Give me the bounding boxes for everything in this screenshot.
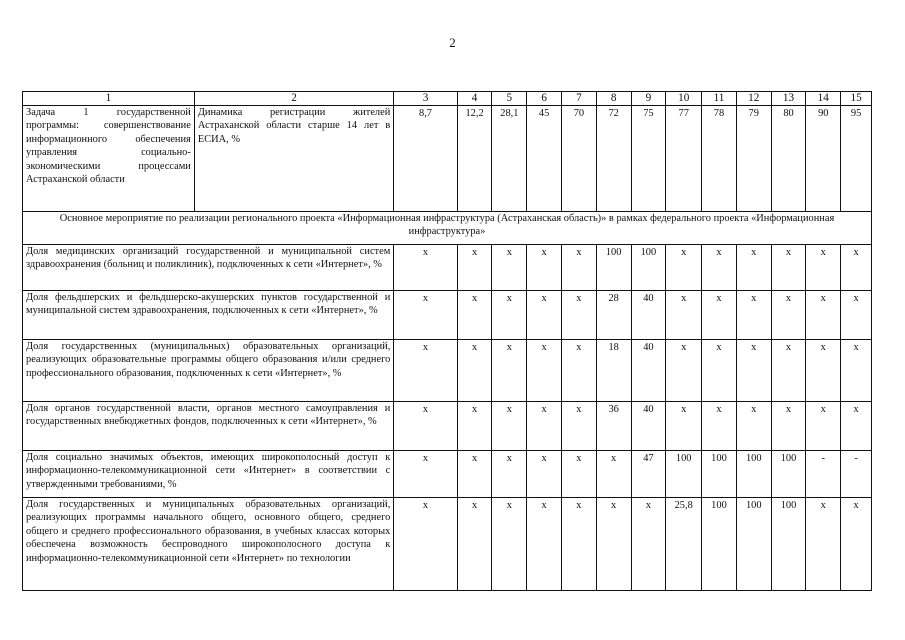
header-row <box>23 92 872 106</box>
value-text: 72 <box>608 108 619 119</box>
header-cell: 1 <box>23 92 195 106</box>
value-cell <box>666 106 702 212</box>
value-cell <box>666 451 702 498</box>
value-cell <box>492 291 527 340</box>
value-cell <box>702 451 737 498</box>
value-text: 75 <box>643 108 654 119</box>
value-text: x <box>820 293 826 304</box>
value-cell <box>492 451 527 498</box>
value-text: x <box>576 453 582 464</box>
value-cell <box>666 245 702 291</box>
value-cell <box>631 245 666 291</box>
value-cell <box>702 340 737 402</box>
value-text: x <box>422 500 429 511</box>
value-text: 100 <box>605 247 622 258</box>
value-text: x <box>645 500 652 511</box>
value-text: x <box>506 293 512 304</box>
value-cell <box>492 106 527 212</box>
indicator-row <box>23 498 872 591</box>
value-cell <box>527 402 562 451</box>
value-cell <box>736 106 771 212</box>
value-text: x <box>820 500 826 511</box>
value-text: 28 <box>608 293 619 304</box>
value-cell <box>666 340 702 402</box>
value-text: x <box>681 342 687 353</box>
value-cell <box>596 451 631 498</box>
value-text: 100 <box>640 247 657 258</box>
value-text: x <box>541 293 547 304</box>
header-cell: 8 <box>596 92 631 106</box>
value-text: x <box>751 247 757 258</box>
value-cell <box>666 498 702 591</box>
header-cell: 9 <box>631 92 666 106</box>
value-cell <box>631 402 666 451</box>
indicator-label: Доля социально значимых объектов, имеющих широкополосный доступ к информационно-телекоммуникационной сети «Интернет» в соответствии с утвержденными требованиями, % <box>23 451 394 498</box>
value-text: x <box>471 453 478 464</box>
value-cell <box>841 498 872 591</box>
header-cell: 11 <box>702 92 737 106</box>
value-cell <box>596 402 631 451</box>
indicator-label: Доля государственных и муниципальных образовательных организаций, реализующих программы начального общего, основного общего, среднего общего и среднего профессионального образования, в учебных классах которых обеспечена возможность беспроводного широкополосного доступа к информационно-телекоммуникационной сети «Интернет» по технологии <box>23 498 394 591</box>
value-text: x <box>576 500 582 511</box>
indicator-row <box>23 451 872 498</box>
value-text: 40 <box>643 293 654 304</box>
value-text: 8,7 <box>419 108 432 119</box>
value-text: x <box>853 404 859 415</box>
indicator-row <box>23 402 872 451</box>
value-text: x <box>751 342 757 353</box>
value-cell <box>596 291 631 340</box>
value-text: x <box>576 247 582 258</box>
value-cell <box>527 291 562 340</box>
header-cell: 5 <box>492 92 527 106</box>
value-cell <box>631 291 666 340</box>
value-text: x <box>541 500 547 511</box>
value-text: x <box>853 293 859 304</box>
value-text: 12,2 <box>465 108 484 119</box>
value-cell <box>771 245 806 291</box>
header-cell: 6 <box>527 92 562 106</box>
value-cell <box>492 498 527 591</box>
value-cell <box>562 451 597 498</box>
value-text: x <box>820 342 826 353</box>
value-cell <box>527 106 562 212</box>
value-text: 28,1 <box>500 108 519 119</box>
value-text: x <box>853 342 859 353</box>
value-text: x <box>785 293 792 304</box>
value-cell <box>631 451 666 498</box>
value-cell <box>492 245 527 291</box>
value-text: 100 <box>745 500 762 511</box>
value-text: x <box>541 404 547 415</box>
value-cell <box>736 451 771 498</box>
section-heading: Основное мероприятие по реализации регионального проекта «Информационная инфраструктура (Астраханская область)» в рамках федерального проекта «Информационная инфраструктура» <box>23 212 872 245</box>
value-cell <box>527 245 562 291</box>
value-text: x <box>471 247 478 258</box>
value-text: 36 <box>608 404 619 415</box>
value-text: x <box>716 342 722 353</box>
value-cell <box>841 291 872 340</box>
value-text: x <box>506 404 512 415</box>
indicators-table <box>22 91 872 591</box>
section-heading-row <box>23 212 872 245</box>
value-text: x <box>541 342 547 353</box>
header-cell: 10 <box>666 92 702 106</box>
indicator-label: Доля органов государственной власти, органов местного самоуправления и государственных внебюджетных фондов, подключенных к сети «Интернет», % <box>23 402 394 451</box>
value-cell <box>736 291 771 340</box>
value-text: x <box>506 247 512 258</box>
value-text: x <box>506 342 512 353</box>
value-cell <box>771 402 806 451</box>
value-text: x <box>820 404 826 415</box>
value-text: x <box>716 404 722 415</box>
value-cell <box>562 106 597 212</box>
indicator-row <box>23 245 872 291</box>
task-cell: Задача 1 государственной программы: совершенствование информационного обеспечения управления социально-экономическими процессами Астраханской области <box>23 106 195 212</box>
value-cell <box>596 340 631 402</box>
value-text: x <box>820 247 826 258</box>
header-cell: 7 <box>562 92 597 106</box>
value-cell <box>702 291 737 340</box>
value-cell <box>736 245 771 291</box>
value-text: 40 <box>643 404 654 415</box>
value-cell <box>736 340 771 402</box>
value-cell <box>841 340 872 402</box>
value-text: 100 <box>711 453 727 464</box>
indicator-label: Доля фельдшерских и фельдшерско-акушерских пунктов государственной и муниципальной систем здравоохранения, подключенных к сети «Интернет», % <box>23 291 394 340</box>
value-text: 95 <box>850 108 862 119</box>
value-text: 100 <box>745 453 762 464</box>
value-cell <box>841 451 872 498</box>
value-cell <box>596 106 631 212</box>
value-cell <box>394 451 457 498</box>
value-text: x <box>422 404 429 415</box>
value-cell <box>457 245 492 291</box>
value-text: 100 <box>780 453 797 464</box>
value-text: 45 <box>538 108 550 119</box>
value-cell <box>702 402 737 451</box>
value-text: x <box>681 293 687 304</box>
value-text: x <box>751 404 757 415</box>
value-cell <box>562 291 597 340</box>
value-text: x <box>422 247 429 258</box>
value-text: 90 <box>818 108 829 119</box>
value-text: x <box>422 453 429 464</box>
value-text: 80 <box>783 108 794 119</box>
value-cell <box>702 498 737 591</box>
value-cell <box>562 402 597 451</box>
header-cell: 3 <box>394 92 457 106</box>
value-cell <box>562 340 597 402</box>
value-cell <box>806 498 841 591</box>
value-text: x <box>541 247 547 258</box>
value-text: x <box>576 404 582 415</box>
header-cell: 12 <box>736 92 771 106</box>
value-cell <box>631 340 666 402</box>
value-cell <box>806 451 841 498</box>
value-text: 100 <box>711 500 727 511</box>
value-text: x <box>471 500 478 511</box>
value-text: 100 <box>675 453 692 464</box>
value-cell <box>394 498 457 591</box>
value-cell <box>394 340 457 402</box>
value-text: x <box>576 293 582 304</box>
value-cell <box>631 498 666 591</box>
value-cell <box>457 291 492 340</box>
value-text: x <box>471 342 478 353</box>
value-text: x <box>785 404 792 415</box>
value-cell <box>527 451 562 498</box>
value-cell <box>631 106 666 212</box>
task-indicator-cell: Динамика регистрации жителей Астраханской области старше 14 лет в ЕСИА, % <box>194 106 393 212</box>
value-cell <box>394 245 457 291</box>
value-text: 79 <box>748 108 759 119</box>
value-text: x <box>681 404 687 415</box>
value-cell <box>806 106 841 212</box>
value-cell <box>457 340 492 402</box>
page-number: 2 <box>449 35 456 50</box>
value-cell <box>394 402 457 451</box>
value-cell <box>841 402 872 451</box>
value-cell <box>736 498 771 591</box>
value-cell <box>702 106 737 212</box>
header-cell: 13 <box>771 92 806 106</box>
value-text: x <box>751 293 757 304</box>
header-cell: 15 <box>841 92 872 106</box>
value-cell <box>596 245 631 291</box>
value-cell <box>562 498 597 591</box>
value-text: - <box>821 453 825 464</box>
value-text: 25,8 <box>674 500 693 511</box>
value-text: x <box>681 247 687 258</box>
value-text: 77 <box>678 108 689 119</box>
value-text: 18 <box>608 342 619 353</box>
value-text: x <box>716 293 722 304</box>
value-cell <box>702 245 737 291</box>
value-cell <box>841 106 872 212</box>
value-text: x <box>785 342 792 353</box>
value-text: x <box>576 342 582 353</box>
value-text: - <box>854 453 858 464</box>
indicator-label: Доля государственных (муниципальных) образовательных организаций, реализующих образовательные программы общего образования и/или среднего профессионального образования, подключенных к сети «Интернет», % <box>23 340 394 402</box>
value-text: x <box>422 342 429 353</box>
header-cell: 2 <box>194 92 393 106</box>
value-cell <box>457 402 492 451</box>
value-text: 47 <box>643 453 654 464</box>
value-cell <box>457 498 492 591</box>
value-text: x <box>506 500 512 511</box>
indicator-row <box>23 291 872 340</box>
value-cell <box>771 498 806 591</box>
value-cell <box>771 451 806 498</box>
value-text: 40 <box>643 342 654 353</box>
value-cell <box>771 291 806 340</box>
value-cell <box>457 451 492 498</box>
value-cell <box>736 402 771 451</box>
value-cell <box>771 106 806 212</box>
value-text: 100 <box>780 500 797 511</box>
value-cell <box>841 245 872 291</box>
indicator-row <box>23 340 872 402</box>
value-text: x <box>541 453 547 464</box>
value-text: 78 <box>713 108 725 119</box>
value-cell <box>394 106 457 212</box>
value-cell <box>596 498 631 591</box>
value-text: x <box>471 293 478 304</box>
value-text: x <box>785 247 792 258</box>
header-cell: 4 <box>457 92 492 106</box>
value-cell <box>394 291 457 340</box>
value-cell <box>527 498 562 591</box>
indicator-label: Доля медицинских организаций государственной и муниципальной систем здравоохранения (больниц и поликлиник), подключенных к сети «Интернет», % <box>23 245 394 291</box>
value-cell <box>562 245 597 291</box>
value-text: x <box>853 247 859 258</box>
value-text: x <box>422 293 429 304</box>
value-text: x <box>506 453 512 464</box>
value-cell <box>806 291 841 340</box>
value-text: x <box>611 500 617 511</box>
value-cell <box>527 340 562 402</box>
value-text: x <box>716 247 722 258</box>
value-cell <box>457 106 492 212</box>
header-cell: 14 <box>806 92 841 106</box>
value-cell <box>492 402 527 451</box>
value-text: x <box>471 404 478 415</box>
value-cell <box>666 291 702 340</box>
value-cell <box>806 402 841 451</box>
value-cell <box>492 340 527 402</box>
value-cell <box>771 340 806 402</box>
value-text: 70 <box>573 108 585 119</box>
value-cell <box>806 340 841 402</box>
value-cell <box>806 245 841 291</box>
task-row <box>23 106 872 212</box>
value-cell <box>666 402 702 451</box>
value-text: x <box>853 500 859 511</box>
value-text: x <box>611 453 617 464</box>
